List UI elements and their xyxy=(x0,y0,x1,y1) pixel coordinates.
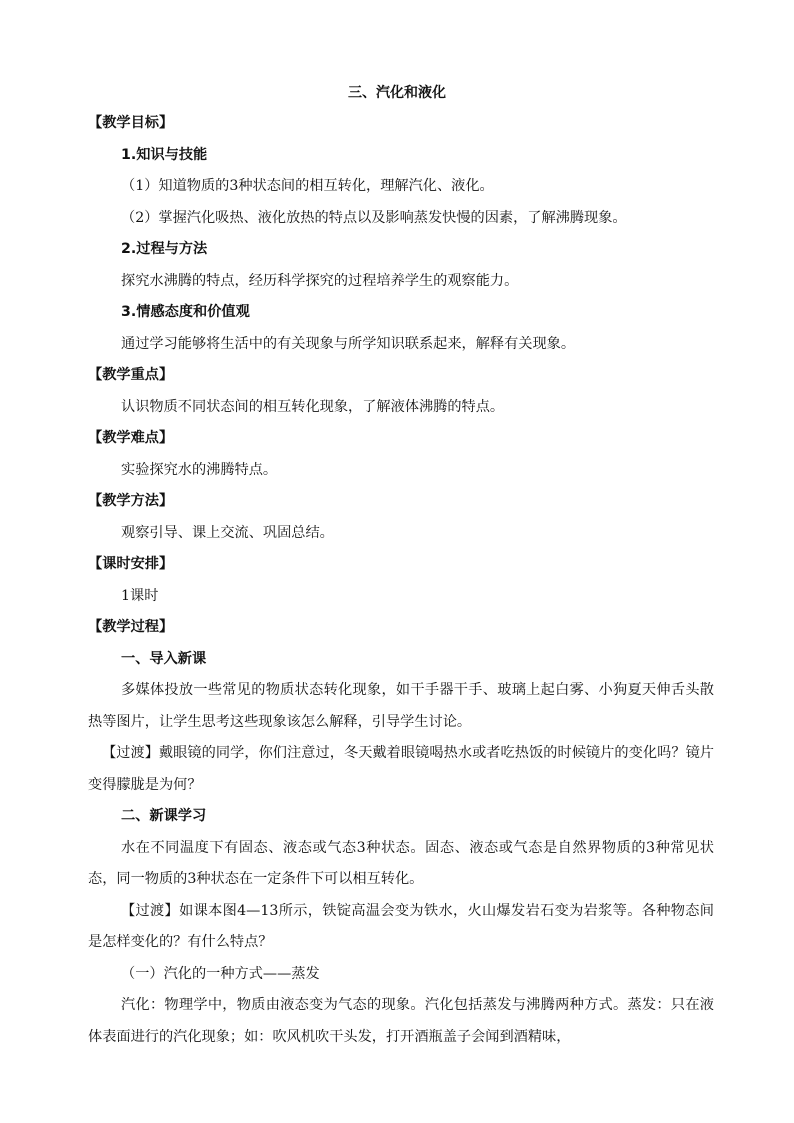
subsection-evaporation-heading: （一）汽化的一种方式——蒸发 xyxy=(121,965,320,982)
page-title: 三、汽化和液化 xyxy=(348,85,446,101)
section-heading-process: 【教学过程】 xyxy=(88,619,174,635)
knowledge-heading: 1.知识与技能 xyxy=(121,146,208,163)
lesson-plan-body xyxy=(88,108,714,1053)
process-method-heading: 2.过程与方法 xyxy=(121,241,208,257)
knowledge-item-2: （2）掌握汽化吸热、液化放热的特点以及影响蒸发快慢的因素，了解沸腾现象。 xyxy=(121,209,627,226)
intro-text: 多媒体投放一些常见的物质状态转化现象，如干手器干手、玻璃上起白雾、小狗夏天伸舌头散热等图片，让学生思考这些现象该怎么解释，引导学生讨论。 xyxy=(88,682,714,730)
evaporation-text: 汽化：物理学中，物质由液态变为气态的现象。汽化包括蒸发与沸腾两种方式。蒸发：只在液体表面进行的汽化现象；如：吹风机吹干头发，打开酒瓶盖子会闻到酒精味， xyxy=(88,997,714,1045)
transition-1: 【过渡】戴眼镜的同学，你们注意过，冬天戴着眼镜喝热水或者吃热饭的时候镜片的变化吗？镜片变得朦胧是为何？ xyxy=(88,745,714,793)
process-method-text: 探究水沸腾的特点，经历科学探究的过程培养学生的观察能力。 xyxy=(121,272,519,289)
difficulty-text: 实验探究水的沸腾特点。 xyxy=(121,461,278,478)
section-heading-goals: 【教学目标】 xyxy=(88,115,174,131)
section-heading-schedule: 【课时安排】 xyxy=(88,556,174,572)
method-text: 观察引导、课上交流、巩固总结。 xyxy=(121,524,334,541)
transition-2: 【过渡】如课本图4—13所示，铁锭高温会变为铁水，火山爆发岩石变为岩浆等。各种物态间是怎样变化的？有什么特点？ xyxy=(88,902,714,950)
schedule-text: 1课时 xyxy=(121,587,159,604)
section-heading-method: 【教学方法】 xyxy=(88,493,174,509)
new-lesson-heading: 二、新课学习 xyxy=(121,808,207,824)
section-heading-difficulty: 【教学难点】 xyxy=(88,430,174,446)
key-text: 认识物质不同状态间的相互转化现象，了解液体沸腾的特点。 xyxy=(121,398,505,415)
intro-heading: 一、导入新课 xyxy=(121,650,207,667)
section-heading-key: 【教学重点】 xyxy=(88,367,174,383)
attitude-heading: 3.情感态度和价值观 xyxy=(121,304,250,320)
new-lesson-text: 水在不同温度下有固态、液态或气态3种状态。固态、液态或气态是自然界物质的3种常见状态，同一物质的3种状态在一定条件下可以相互转化。 xyxy=(88,839,714,887)
knowledge-item-1: （1）知道物质的3种状态间的相互转化，理解汽化、液化。 xyxy=(121,178,494,194)
attitude-text: 通过学习能够将生活中的有关现象与所学知识联系起来，解释有关现象。 xyxy=(121,335,576,352)
